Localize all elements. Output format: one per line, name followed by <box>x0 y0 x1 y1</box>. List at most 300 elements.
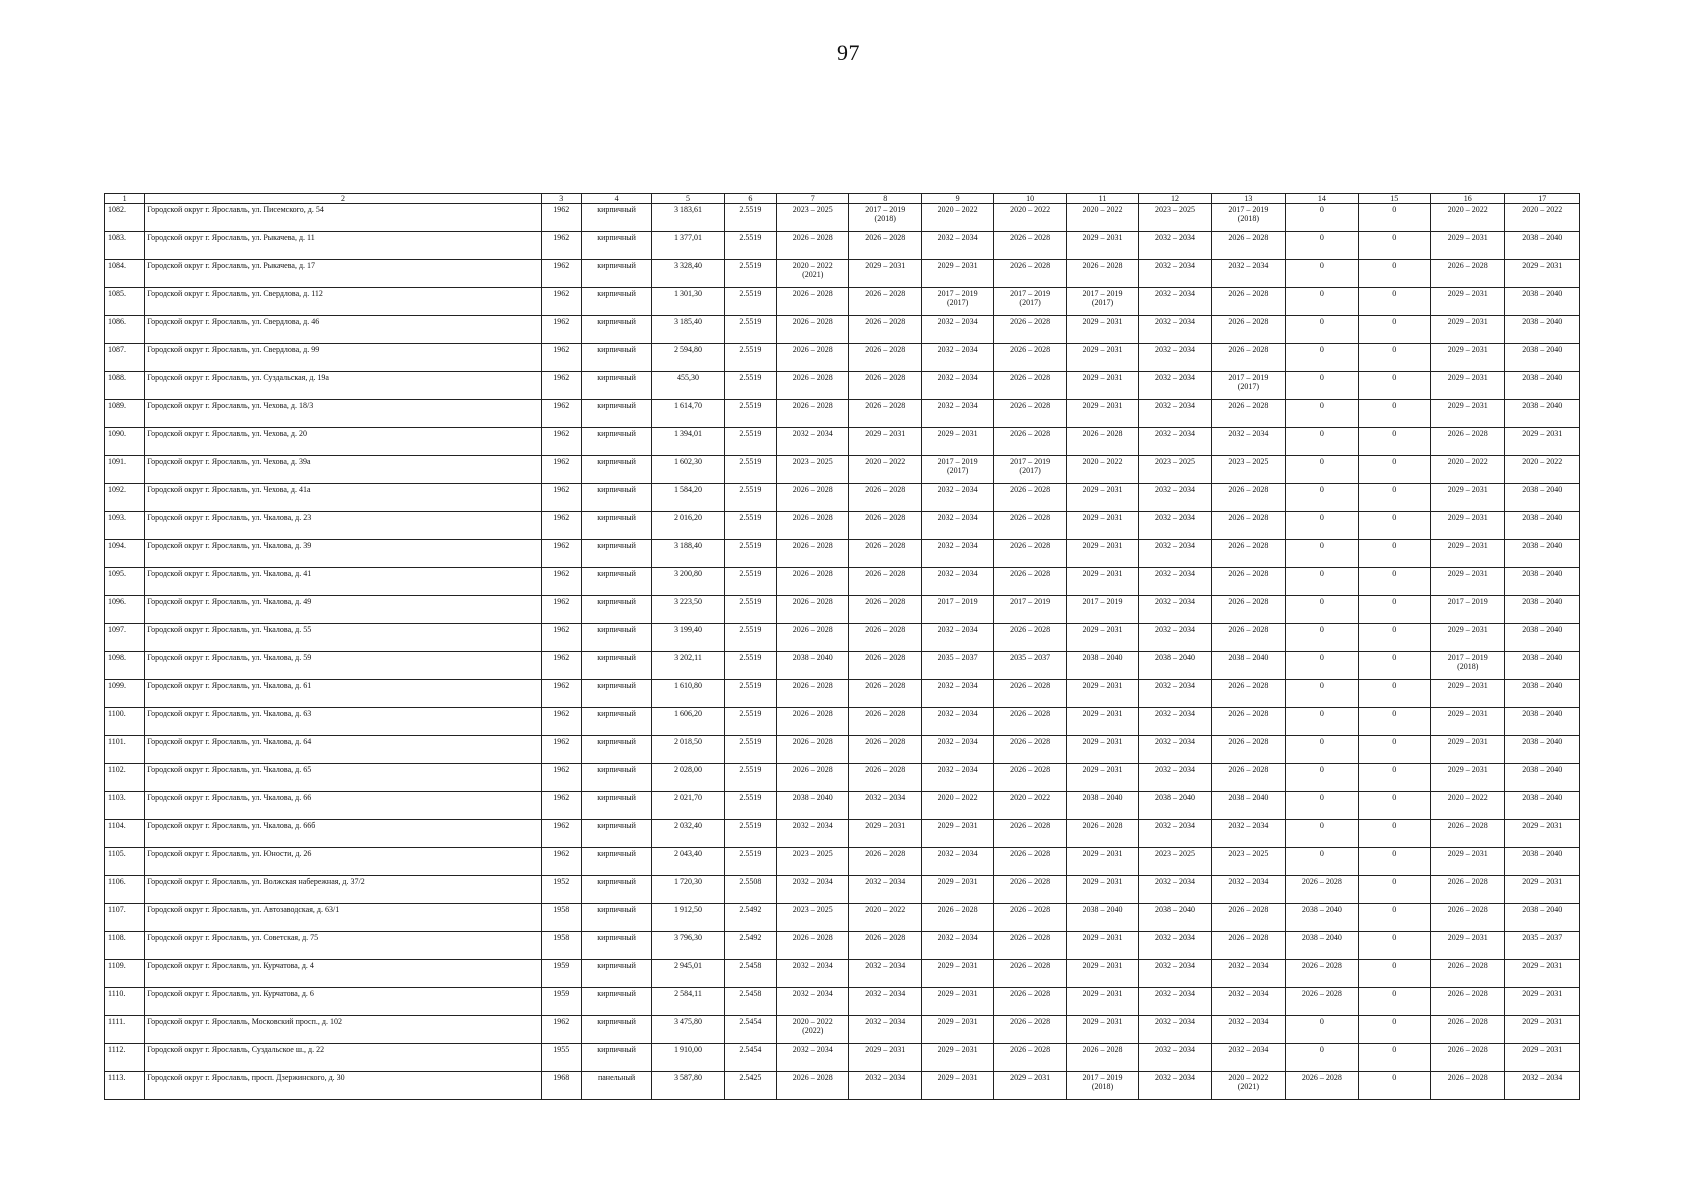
page-number: 97 <box>837 40 860 65</box>
table-cell-col-5: 1 610,80 <box>652 680 724 708</box>
table-cell-col-3: 1959 <box>541 988 581 1016</box>
table-cell-col-1: 1091. <box>105 456 145 484</box>
table-cell-col-17: 2029 – 2031 <box>1505 960 1580 988</box>
table-cell-col-3: 1962 <box>541 848 581 876</box>
table-cell-col-12: 2032 – 2034 <box>1139 708 1211 736</box>
table-cell-col-5: 1 606,20 <box>652 708 724 736</box>
table-cell-col-14: 2026 – 2028 <box>1286 960 1358 988</box>
table-cell-col-9: 2029 – 2031 <box>921 428 993 456</box>
table-cell-col-3: 1962 <box>541 344 581 372</box>
table-cell-col-14: 0 <box>1286 820 1358 848</box>
table-cell-col-10: 2026 – 2028 <box>994 316 1066 344</box>
table-cell-col-6: 2.5519 <box>724 764 776 792</box>
table-cell-col-4: кирпичный <box>581 960 651 988</box>
table-cell-col-7: 2032 – 2034 <box>777 988 849 1016</box>
table-cell-col-14: 2026 – 2028 <box>1286 988 1358 1016</box>
table-cell-col-13: 2026 – 2028 <box>1211 568 1285 596</box>
table-row <box>105 456 1580 484</box>
table-cell-col-5: 2 032,40 <box>652 820 724 848</box>
table-cell-col-2: Городской округ г. Ярославль, ул. Рыкачева, д. 11 <box>145 232 541 260</box>
table-cell-col-9: 2032 – 2034 <box>921 512 993 540</box>
table-cell-col-5: 3 200,80 <box>652 568 724 596</box>
table-cell-col-5: 2 594,80 <box>652 344 724 372</box>
table-cell-col-16: 2029 – 2031 <box>1431 568 1505 596</box>
table-cell-col-13: 2032 – 2034 <box>1211 1016 1285 1044</box>
column-header-2: 2 <box>145 194 541 204</box>
table-cell-col-6: 2.5458 <box>724 960 776 988</box>
table-cell-col-7: 2026 – 2028 <box>777 372 849 400</box>
table-cell-col-11: 2017 – 2019 (2017) <box>1066 288 1138 316</box>
table-cell-col-17: 2038 – 2040 <box>1505 512 1580 540</box>
table-cell-col-8: 2029 – 2031 <box>849 1044 921 1072</box>
table-cell-col-4: кирпичный <box>581 316 651 344</box>
table-cell-col-4: кирпичный <box>581 1016 651 1044</box>
table-cell-col-2: Городской округ г. Ярославль, ул. Чкалова, д. 39 <box>145 540 541 568</box>
table-cell-col-7: 2020 – 2022 (2021) <box>777 260 849 288</box>
table-cell-col-13: 2026 – 2028 <box>1211 932 1285 960</box>
table-cell-col-15: 0 <box>1358 904 1430 932</box>
table-cell-col-8: 2032 – 2034 <box>849 876 921 904</box>
table-cell-col-17: 2038 – 2040 <box>1505 764 1580 792</box>
table-cell-col-16: 2017 – 2019 (2018) <box>1431 652 1505 680</box>
table-cell-col-16: 2029 – 2031 <box>1431 932 1505 960</box>
table-cell-col-8: 2017 – 2019 (2018) <box>849 204 921 232</box>
table-cell-col-4: кирпичный <box>581 372 651 400</box>
table-cell-col-7: 2023 – 2025 <box>777 456 849 484</box>
table-cell-col-9: 2032 – 2034 <box>921 680 993 708</box>
table-cell-col-3: 1962 <box>541 708 581 736</box>
table-cell-col-6: 2.5458 <box>724 988 776 1016</box>
table-cell-col-9: 2032 – 2034 <box>921 624 993 652</box>
table-cell-col-16: 2029 – 2031 <box>1431 848 1505 876</box>
table-cell-col-5: 2 021,70 <box>652 792 724 820</box>
table-cell-col-5: 2 584,11 <box>652 988 724 1016</box>
table-cell-col-3: 1962 <box>541 260 581 288</box>
table-cell-col-4: кирпичный <box>581 456 651 484</box>
table-cell-col-12: 2032 – 2034 <box>1139 344 1211 372</box>
table-cell-col-16: 2029 – 2031 <box>1431 624 1505 652</box>
table-cell-col-7: 2032 – 2034 <box>777 960 849 988</box>
table-cell-col-9: 2026 – 2028 <box>921 904 993 932</box>
table-cell-col-7: 2038 – 2040 <box>777 652 849 680</box>
table-cell-col-4: кирпичный <box>581 652 651 680</box>
table-cell-col-5: 1 602,30 <box>652 456 724 484</box>
table-cell-col-1: 1094. <box>105 540 145 568</box>
table-cell-col-13: 2020 – 2022 (2021) <box>1211 1072 1285 1100</box>
table-cell-col-13: 2026 – 2028 <box>1211 736 1285 764</box>
table-cell-col-3: 1962 <box>541 596 581 624</box>
table-cell-col-1: 1106. <box>105 876 145 904</box>
table-cell-col-16: 2029 – 2031 <box>1431 288 1505 316</box>
column-header-6: 6 <box>724 194 776 204</box>
table-cell-col-14: 0 <box>1286 204 1358 232</box>
table-row <box>105 792 1580 820</box>
table-cell-col-4: кирпичный <box>581 932 651 960</box>
table-cell-col-17: 2020 – 2022 <box>1505 456 1580 484</box>
table-cell-col-10: 2026 – 2028 <box>994 232 1066 260</box>
table-cell-col-15: 0 <box>1358 260 1430 288</box>
table-cell-col-10: 2017 – 2019 (2017) <box>994 456 1066 484</box>
table-cell-col-14: 0 <box>1286 260 1358 288</box>
table-cell-col-16: 2026 – 2028 <box>1431 904 1505 932</box>
table-cell-col-17: 2029 – 2031 <box>1505 820 1580 848</box>
table-cell-col-7: 2026 – 2028 <box>777 708 849 736</box>
table-cell-col-16: 2026 – 2028 <box>1431 428 1505 456</box>
table-cell-col-6: 2.5492 <box>724 932 776 960</box>
table-cell-col-4: кирпичный <box>581 904 651 932</box>
table-cell-col-14: 0 <box>1286 400 1358 428</box>
table-cell-col-15: 0 <box>1358 624 1430 652</box>
table-cell-col-1: 1098. <box>105 652 145 680</box>
table-cell-col-3: 1962 <box>541 792 581 820</box>
table-cell-col-12: 2032 – 2034 <box>1139 400 1211 428</box>
table-cell-col-13: 2026 – 2028 <box>1211 288 1285 316</box>
table-cell-col-12: 2032 – 2034 <box>1139 260 1211 288</box>
table-cell-col-5: 3 199,40 <box>652 624 724 652</box>
table-cell-col-10: 2026 – 2028 <box>994 1016 1066 1044</box>
table-cell-col-6: 2.5508 <box>724 876 776 904</box>
table-row <box>105 428 1580 456</box>
table-cell-col-3: 1962 <box>541 568 581 596</box>
table-cell-col-2: Городской округ г. Ярославль, ул. Чкалова, д. 23 <box>145 512 541 540</box>
table-cell-col-16: 2029 – 2031 <box>1431 736 1505 764</box>
table-cell-col-9: 2017 – 2019 (2017) <box>921 288 993 316</box>
table-cell-col-17: 2038 – 2040 <box>1505 792 1580 820</box>
table-cell-col-17: 2038 – 2040 <box>1505 652 1580 680</box>
table-cell-col-9: 2032 – 2034 <box>921 372 993 400</box>
table-cell-col-2: Городской округ г. Ярославль, ул. Свердлова, д. 112 <box>145 288 541 316</box>
table-cell-col-13: 2026 – 2028 <box>1211 540 1285 568</box>
table-cell-col-16: 2029 – 2031 <box>1431 484 1505 512</box>
table-cell-col-9: 2029 – 2031 <box>921 260 993 288</box>
table-cell-col-1: 1104. <box>105 820 145 848</box>
table-cell-col-14: 0 <box>1286 232 1358 260</box>
table-cell-col-1: 1107. <box>105 904 145 932</box>
table-cell-col-4: кирпичный <box>581 232 651 260</box>
table-cell-col-9: 2032 – 2034 <box>921 316 993 344</box>
table-cell-col-2: Городской округ г. Ярославль, ул. Волжская набережная, д. 37/2 <box>145 876 541 904</box>
table-cell-col-16: 2029 – 2031 <box>1431 708 1505 736</box>
table-cell-col-1: 1112. <box>105 1044 145 1072</box>
table-cell-col-7: 2026 – 2028 <box>777 512 849 540</box>
column-header-7: 7 <box>777 194 849 204</box>
table-cell-col-4: кирпичный <box>581 568 651 596</box>
table-cell-col-15: 0 <box>1358 288 1430 316</box>
table-cell-col-11: 2020 – 2022 <box>1066 204 1138 232</box>
table-cell-col-16: 2029 – 2031 <box>1431 372 1505 400</box>
table-cell-col-14: 0 <box>1286 344 1358 372</box>
table-cell-col-17: 2038 – 2040 <box>1505 680 1580 708</box>
table-cell-col-4: кирпичный <box>581 484 651 512</box>
table-cell-col-11: 2029 – 2031 <box>1066 484 1138 512</box>
table-row <box>105 876 1580 904</box>
table-cell-col-2: Городской округ г. Ярославль, ул. Курчатова, д. 4 <box>145 960 541 988</box>
table-cell-col-15: 0 <box>1358 344 1430 372</box>
table-cell-col-7: 2026 – 2028 <box>777 484 849 512</box>
table-cell-col-13: 2026 – 2028 <box>1211 624 1285 652</box>
table-cell-col-7: 2026 – 2028 <box>777 344 849 372</box>
table-cell-col-3: 1962 <box>541 512 581 540</box>
table-cell-col-4: кирпичный <box>581 288 651 316</box>
table-cell-col-1: 1090. <box>105 428 145 456</box>
table-row <box>105 204 1580 232</box>
table-cell-col-2: Городской округ г. Ярославль, ул. Автозаводская, д. 63/1 <box>145 904 541 932</box>
table-cell-col-7: 2026 – 2028 <box>777 400 849 428</box>
table-row <box>105 764 1580 792</box>
table-cell-col-11: 2017 – 2019 (2018) <box>1066 1072 1138 1100</box>
table-cell-col-11: 2029 – 2031 <box>1066 708 1138 736</box>
table-cell-col-4: кирпичный <box>581 708 651 736</box>
table-cell-col-7: 2032 – 2034 <box>777 1044 849 1072</box>
table-cell-col-17: 2038 – 2040 <box>1505 400 1580 428</box>
table-cell-col-5: 3 223,50 <box>652 596 724 624</box>
table-cell-col-12: 2032 – 2034 <box>1139 540 1211 568</box>
table-cell-col-11: 2029 – 2031 <box>1066 960 1138 988</box>
table-cell-col-4: кирпичный <box>581 400 651 428</box>
table-cell-col-10: 2026 – 2028 <box>994 932 1066 960</box>
table-cell-col-5: 1 394,01 <box>652 428 724 456</box>
table-cell-col-4: кирпичный <box>581 680 651 708</box>
table-cell-col-9: 2017 – 2019 (2017) <box>921 456 993 484</box>
table-cell-col-10: 2026 – 2028 <box>994 904 1066 932</box>
table-cell-col-5: 3 188,40 <box>652 540 724 568</box>
table-row <box>105 904 1580 932</box>
table-cell-col-12: 2032 – 2034 <box>1139 764 1211 792</box>
table-cell-col-17: 2038 – 2040 <box>1505 736 1580 764</box>
table-cell-col-5: 1 377,01 <box>652 232 724 260</box>
table-cell-col-10: 2026 – 2028 <box>994 680 1066 708</box>
table-cell-col-2: Городской округ г. Ярославль, ул. Суздальская, д. 19а <box>145 372 541 400</box>
table-cell-col-4: кирпичный <box>581 736 651 764</box>
table-cell-col-8: 2026 – 2028 <box>849 596 921 624</box>
column-header-15: 15 <box>1358 194 1430 204</box>
table-row <box>105 1016 1580 1044</box>
table-cell-col-6: 2.5519 <box>724 456 776 484</box>
table-cell-col-12: 2032 – 2034 <box>1139 960 1211 988</box>
table-cell-col-2: Городской округ г. Ярославль, просп. Дзержинского, д. 30 <box>145 1072 541 1100</box>
table-cell-col-9: 2032 – 2034 <box>921 932 993 960</box>
table-cell-col-3: 1962 <box>541 456 581 484</box>
table-cell-col-11: 2026 – 2028 <box>1066 1044 1138 1072</box>
table-cell-col-11: 2029 – 2031 <box>1066 736 1138 764</box>
table-cell-col-3: 1952 <box>541 876 581 904</box>
table-cell-col-6: 2.5519 <box>724 624 776 652</box>
table-cell-col-1: 1083. <box>105 232 145 260</box>
table-cell-col-14: 0 <box>1286 680 1358 708</box>
table-cell-col-8: 2026 – 2028 <box>849 932 921 960</box>
table-cell-col-1: 1113. <box>105 1072 145 1100</box>
table-cell-col-16: 2026 – 2028 <box>1431 820 1505 848</box>
table-cell-col-2: Городской округ г. Ярославль, Суздальское ш., д. 22 <box>145 1044 541 1072</box>
table-cell-col-1: 1089. <box>105 400 145 428</box>
table-cell-col-16: 2029 – 2031 <box>1431 232 1505 260</box>
table-cell-col-14: 0 <box>1286 764 1358 792</box>
table-cell-col-9: 2029 – 2031 <box>921 960 993 988</box>
table-cell-col-7: 2026 – 2028 <box>777 232 849 260</box>
table-cell-col-6: 2.5519 <box>724 848 776 876</box>
table-cell-col-2: Городской округ г. Ярославль, ул. Чкалова, д. 63 <box>145 708 541 736</box>
table-cell-col-17: 2038 – 2040 <box>1505 344 1580 372</box>
table-cell-col-10: 2026 – 2028 <box>994 960 1066 988</box>
table-cell-col-8: 2026 – 2028 <box>849 540 921 568</box>
table-cell-col-12: 2032 – 2034 <box>1139 680 1211 708</box>
table-cell-col-1: 1082. <box>105 204 145 232</box>
table-row <box>105 316 1580 344</box>
table-cell-col-17: 2038 – 2040 <box>1505 540 1580 568</box>
column-header-10: 10 <box>994 194 1066 204</box>
table-cell-col-7: 2026 – 2028 <box>777 624 849 652</box>
table-cell-col-4: кирпичный <box>581 596 651 624</box>
table-cell-col-13: 2038 – 2040 <box>1211 652 1285 680</box>
table-cell-col-7: 2026 – 2028 <box>777 1072 849 1100</box>
table-cell-col-17: 2038 – 2040 <box>1505 316 1580 344</box>
table-cell-col-5: 1 584,20 <box>652 484 724 512</box>
table-cell-col-10: 2029 – 2031 <box>994 1072 1066 1100</box>
table-cell-col-8: 2029 – 2031 <box>849 260 921 288</box>
table-cell-col-3: 1962 <box>541 764 581 792</box>
table-cell-col-16: 2026 – 2028 <box>1431 876 1505 904</box>
table-cell-col-2: Городской округ г. Ярославль, ул. Чехова, д. 39а <box>145 456 541 484</box>
table-cell-col-8: 2026 – 2028 <box>849 652 921 680</box>
table-cell-col-10: 2020 – 2022 <box>994 204 1066 232</box>
table-cell-col-11: 2029 – 2031 <box>1066 540 1138 568</box>
table-cell-col-11: 2017 – 2019 <box>1066 596 1138 624</box>
table-cell-col-7: 2026 – 2028 <box>777 288 849 316</box>
table-cell-col-3: 1968 <box>541 1072 581 1100</box>
table-cell-col-1: 1092. <box>105 484 145 512</box>
table-cell-col-6: 2.5519 <box>724 540 776 568</box>
table-cell-col-15: 0 <box>1358 512 1430 540</box>
table-cell-col-16: 2029 – 2031 <box>1431 764 1505 792</box>
table-cell-col-7: 2023 – 2025 <box>777 848 849 876</box>
table-cell-col-3: 1962 <box>541 540 581 568</box>
table-cell-col-7: 2026 – 2028 <box>777 540 849 568</box>
column-header-1: 1 <box>105 194 145 204</box>
table-cell-col-12: 2032 – 2034 <box>1139 820 1211 848</box>
table-cell-col-11: 2038 – 2040 <box>1066 792 1138 820</box>
table-cell-col-15: 0 <box>1358 456 1430 484</box>
table-row <box>105 932 1580 960</box>
table-row <box>105 1072 1580 1100</box>
table-cell-col-11: 2029 – 2031 <box>1066 848 1138 876</box>
table-cell-col-9: 2029 – 2031 <box>921 820 993 848</box>
table-cell-col-7: 2032 – 2034 <box>777 820 849 848</box>
table-cell-col-10: 2035 – 2037 <box>994 652 1066 680</box>
table-cell-col-4: панельный <box>581 1072 651 1100</box>
table-cell-col-6: 2.5519 <box>724 652 776 680</box>
table-cell-col-5: 3 202,11 <box>652 652 724 680</box>
table-cell-col-4: кирпичный <box>581 876 651 904</box>
table-cell-col-9: 2032 – 2034 <box>921 848 993 876</box>
table-cell-col-12: 2038 – 2040 <box>1139 792 1211 820</box>
table-cell-col-15: 0 <box>1358 232 1430 260</box>
table-cell-col-8: 2029 – 2031 <box>849 820 921 848</box>
table-cell-col-17: 2038 – 2040 <box>1505 568 1580 596</box>
table-cell-col-17: 2029 – 2031 <box>1505 1044 1580 1072</box>
table-cell-col-3: 1959 <box>541 960 581 988</box>
table-cell-col-8: 2026 – 2028 <box>849 288 921 316</box>
table-cell-col-14: 0 <box>1286 652 1358 680</box>
table-cell-col-13: 2017 – 2019 (2017) <box>1211 372 1285 400</box>
table-cell-col-17: 2038 – 2040 <box>1505 848 1580 876</box>
table-cell-col-15: 0 <box>1358 848 1430 876</box>
table-row <box>105 484 1580 512</box>
table-cell-col-8: 2026 – 2028 <box>849 848 921 876</box>
column-header-13: 13 <box>1211 194 1285 204</box>
table-cell-col-11: 2029 – 2031 <box>1066 988 1138 1016</box>
table-cell-col-8: 2026 – 2028 <box>849 708 921 736</box>
table-row <box>105 988 1580 1016</box>
column-header-5: 5 <box>652 194 724 204</box>
table-cell-col-15: 0 <box>1358 708 1430 736</box>
table-cell-col-9: 2032 – 2034 <box>921 400 993 428</box>
table-cell-col-5: 3 475,80 <box>652 1016 724 1044</box>
table-cell-col-13: 2023 – 2025 <box>1211 456 1285 484</box>
table-cell-col-16: 2026 – 2028 <box>1431 1016 1505 1044</box>
table-cell-col-4: кирпичный <box>581 764 651 792</box>
table-cell-col-6: 2.5519 <box>724 708 776 736</box>
table-cell-col-4: кирпичный <box>581 540 651 568</box>
table-cell-col-12: 2032 – 2034 <box>1139 372 1211 400</box>
table-cell-col-15: 0 <box>1358 988 1430 1016</box>
table-cell-col-10: 2026 – 2028 <box>994 876 1066 904</box>
table-cell-col-14: 0 <box>1286 456 1358 484</box>
table-cell-col-7: 2023 – 2025 <box>777 904 849 932</box>
table-cell-col-16: 2020 – 2022 <box>1431 456 1505 484</box>
column-header-16: 16 <box>1431 194 1505 204</box>
column-header-4: 4 <box>581 194 651 204</box>
table-cell-col-17: 2032 – 2034 <box>1505 1072 1580 1100</box>
table-cell-col-1: 1109. <box>105 960 145 988</box>
table-cell-col-1: 1099. <box>105 680 145 708</box>
table-cell-col-13: 2032 – 2034 <box>1211 428 1285 456</box>
table-cell-col-4: кирпичный <box>581 624 651 652</box>
table-cell-col-5: 3 587,80 <box>652 1072 724 1100</box>
table-cell-col-17: 2038 – 2040 <box>1505 484 1580 512</box>
table-cell-col-5: 3 183,61 <box>652 204 724 232</box>
table-cell-col-4: кирпичный <box>581 512 651 540</box>
table-cell-col-9: 2029 – 2031 <box>921 988 993 1016</box>
table-cell-col-11: 2029 – 2031 <box>1066 372 1138 400</box>
table-cell-col-16: 2026 – 2028 <box>1431 988 1505 1016</box>
table-cell-col-3: 1958 <box>541 904 581 932</box>
table-cell-col-10: 2026 – 2028 <box>994 820 1066 848</box>
table-cell-col-14: 0 <box>1286 484 1358 512</box>
table-cell-col-5: 1 301,30 <box>652 288 724 316</box>
column-header-17: 17 <box>1505 194 1580 204</box>
table-cell-col-16: 2029 – 2031 <box>1431 400 1505 428</box>
table-cell-col-11: 2020 – 2022 <box>1066 456 1138 484</box>
table-row <box>105 680 1580 708</box>
table-row <box>105 568 1580 596</box>
table-cell-col-2: Городской округ г. Ярославль, ул. Чехова, д. 41а <box>145 484 541 512</box>
table-cell-col-8: 2026 – 2028 <box>849 624 921 652</box>
table-cell-col-7: 2026 – 2028 <box>777 568 849 596</box>
table-cell-col-15: 0 <box>1358 680 1430 708</box>
table-cell-col-9: 2020 – 2022 <box>921 204 993 232</box>
table-cell-col-15: 0 <box>1358 596 1430 624</box>
table-cell-col-7: 2026 – 2028 <box>777 680 849 708</box>
table-cell-col-15: 0 <box>1358 820 1430 848</box>
table-cell-col-10: 2026 – 2028 <box>994 428 1066 456</box>
table-cell-col-4: кирпичный <box>581 428 651 456</box>
table-cell-col-8: 2032 – 2034 <box>849 960 921 988</box>
table-cell-col-2: Городской округ г. Ярославль, ул. Чкалова, д. 49 <box>145 596 541 624</box>
table-cell-col-8: 2032 – 2034 <box>849 1016 921 1044</box>
table-cell-col-3: 1962 <box>541 484 581 512</box>
table-cell-col-1: 1086. <box>105 316 145 344</box>
table-cell-col-17: 2038 – 2040 <box>1505 596 1580 624</box>
